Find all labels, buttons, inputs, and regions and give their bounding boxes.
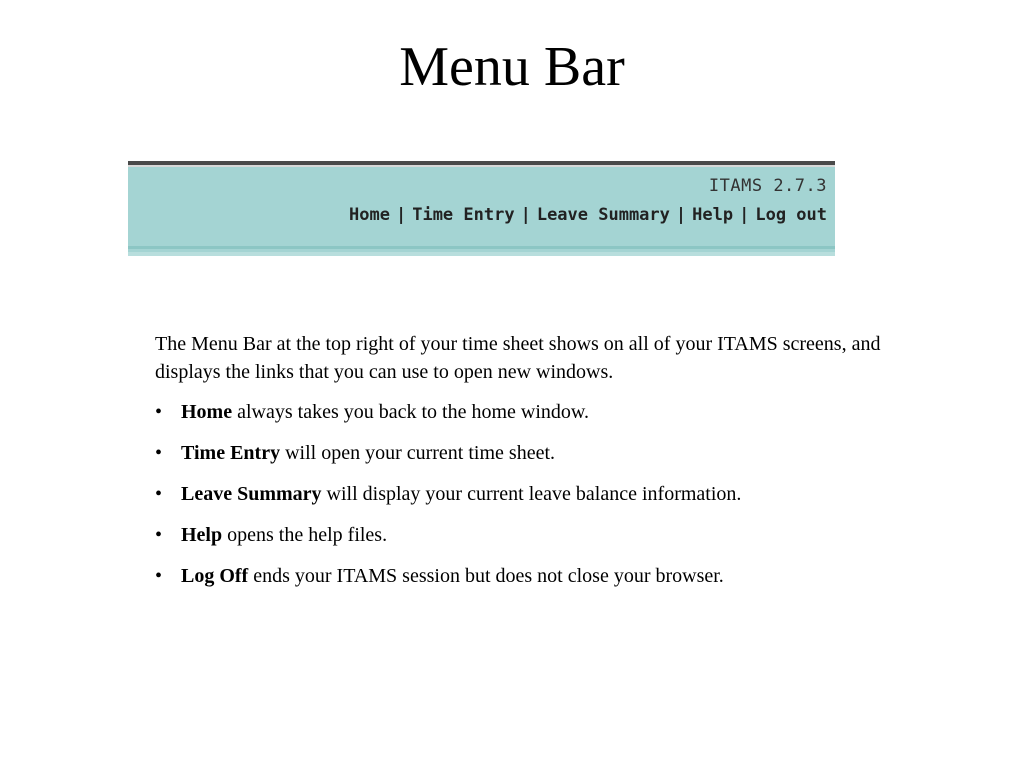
bullet-icon: • bbox=[155, 442, 163, 464]
list-item-term: Home bbox=[181, 401, 233, 423]
menu-bar-screenshot bbox=[128, 161, 835, 256]
menu-link-help[interactable]: Help bbox=[692, 205, 734, 225]
bullet-icon: • bbox=[155, 483, 163, 505]
list-item-term: Leave Summary bbox=[181, 483, 322, 505]
menu-separator: | bbox=[739, 205, 750, 225]
list-item-term: Log Off bbox=[181, 565, 249, 587]
menu-link-leave-summary[interactable]: Leave Summary bbox=[536, 205, 670, 225]
intro-paragraph: The Menu Bar at the top right of your time sheet shows on all of your ITAMS screens, and displays the links that you can use to open new windows. bbox=[155, 333, 881, 383]
menu-separator: | bbox=[675, 205, 687, 225]
list-item bbox=[155, 439, 895, 467]
list-item bbox=[155, 521, 895, 549]
list-item-text: always takes you back to the home window. bbox=[232, 401, 590, 423]
menu-bar-nav bbox=[349, 205, 827, 225]
bullet-list bbox=[155, 398, 895, 590]
menu-link-log-out[interactable]: Log out bbox=[755, 205, 827, 225]
menu-separator: | bbox=[395, 205, 407, 225]
menu-link-home[interactable]: Home bbox=[349, 205, 390, 225]
slide-title: Menu Bar bbox=[399, 36, 625, 98]
list-item-term: Time Entry bbox=[181, 442, 281, 464]
list-item-text: ends your ITAMS session but does not close your browser. bbox=[248, 565, 724, 587]
list-item-text: will display your current leave balance information. bbox=[321, 483, 742, 505]
app-version-label: ITAMS 2.7.3 bbox=[708, 176, 827, 196]
menu-link-time-entry[interactable]: Time Entry bbox=[412, 205, 515, 225]
list-item-term: Help bbox=[181, 524, 223, 546]
bullet-icon: • bbox=[155, 524, 163, 546]
list-item-text: will open your current time sheet. bbox=[280, 442, 555, 464]
list-item bbox=[155, 480, 895, 508]
bullet-icon: • bbox=[155, 401, 163, 423]
menu-bar-bottom-stripe bbox=[128, 246, 835, 256]
menu-separator: | bbox=[520, 205, 531, 225]
list-item-text: opens the help files. bbox=[222, 524, 388, 546]
list-item bbox=[155, 562, 895, 590]
slide-body bbox=[155, 330, 895, 603]
list-item bbox=[155, 398, 895, 426]
menu-bar-top-border bbox=[128, 161, 835, 167]
bullet-icon: • bbox=[155, 565, 163, 587]
